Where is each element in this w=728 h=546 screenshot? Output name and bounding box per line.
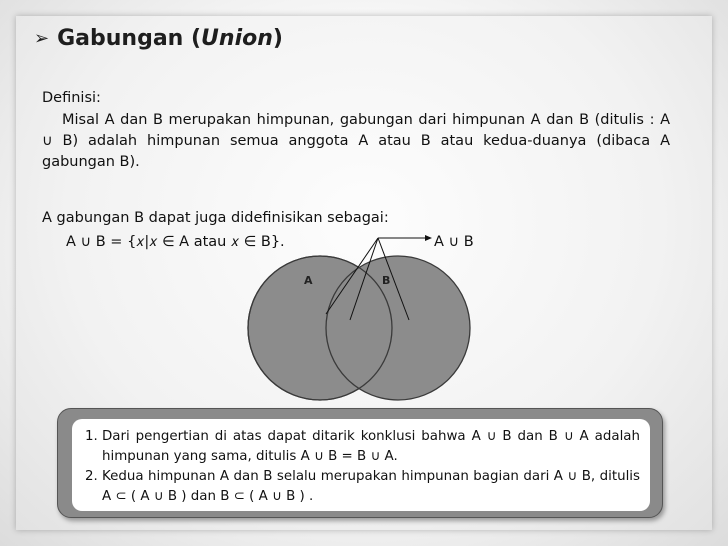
note-item: 2. Kedua himpunan A dan B selalu merupakan himpunan bagian dari A ∪ B, ditulis A ⊂ ( A ∪ B ) dan B ⊂ ( A ∪ B ) . [102,467,640,507]
note-item: 1. Dari pengertian di atas dapat ditarik konklusi bahwa A ∪ B dan B ∪ A adalah himpunan yang sama, ditulis A ∪ B = B ∪ A. [102,427,640,467]
title-main: Gabungan ( [57,26,202,51]
set-b-circle [326,256,470,400]
title-end: ) [272,26,283,51]
title-emphasis: Union [201,26,273,51]
set-b-label: B [382,274,391,287]
arrowhead-icon [425,235,432,241]
notes-box [57,408,663,518]
definition-label: Definisi: [42,90,101,106]
set-a-label: A [304,274,313,287]
notes-inner [72,419,650,511]
arrow-bullet-icon: ➢ [34,28,50,49]
alternative-definition-intro: A gabungan B dapat juga didefinisikan sebagai: [42,210,389,226]
union-label: A ∪ B [434,234,474,250]
union-formula: A ∪ B = {𝑥|𝑥 ∈ A atau 𝑥 ∈ B}. [66,234,285,250]
notes-list [80,427,640,507]
definition-text: Misal A dan B merupakan himpunan, gabungan dari himpunan A dan B (ditulis : A ∪ B) adalah himpunan semua anggota A atau B atau kedua-duanya (dibaca A gabungan B). [42,112,670,170]
